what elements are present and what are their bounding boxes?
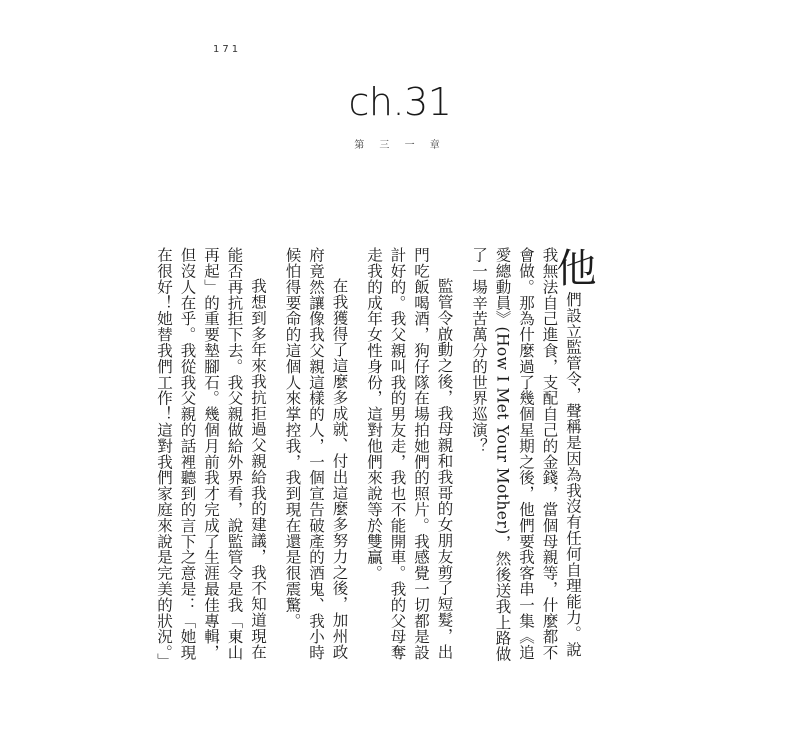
chapter-body [141, 247, 596, 669]
chapter-title: ch.31 [348, 80, 452, 124]
page-number: 171 [213, 44, 242, 55]
paragraph-4: 我想到多年來我抗拒過父親給我的建議，我不知道現在能否再抗拒下去。我父親做給外界看，說監管令是我「東山再起」的重要墊腳石。幾個月前我才完成了生涯最佳專輯，但沒人在乎。我從我父親的話裡聽到的言下之意是：「她現在很好！她替我們工作！這對我們家庭來說是完美的狀況。」 [155, 247, 267, 669]
paragraph-2: 監管令啟動之後，我母親和我哥的女朋友剪了短髮，出門吃飯喝酒，狗仔隊在場拍她們的照片。我感覺一切都是設計好的。我父親叫我的男友走，我也不能開車。我的父母奪走我的成年女性身份，這對他們來說等於雙贏。 [365, 247, 454, 661]
drop-cap: 他 [550, 247, 596, 288]
paragraph-1-text: 們設立監管令，聲稱是因為我沒有任何自理能力。說我無法自己進食，支配自己的金錢，當個母親等，什麼都不會做。那為什麼過了幾個星期之後，他們要我客串一集《追愛總動員》(How I Met Your Mother)，然後送我上路做了一場辛苦萬分的世界巡演？ [470, 247, 582, 662]
paragraph-1 [467, 247, 596, 667]
chapter-subtitle: 第 三 一 章 [354, 140, 446, 151]
paragraph-3: 在我獲得了這麼多成就、付出這麼多努力之後，加州政府竟然讓像我父親這樣的人，一個宣告破產的酒鬼、我小時候怕得要命的這個人來掌控我，我到現在還是很震驚。 [283, 247, 349, 661]
